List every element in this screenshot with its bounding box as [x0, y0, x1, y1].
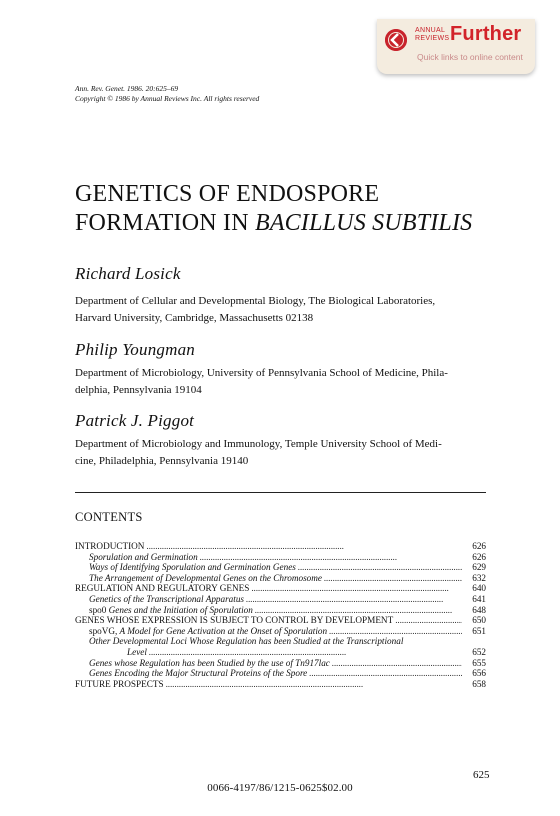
toc-entry-title: GENES WHOSE EXPRESSION IS SUBJECT TO CONTROL BY DEVELOPMENT: [75, 615, 394, 626]
toc-entry[interactable]: [75, 562, 486, 573]
toc-leader-dots: [251, 583, 462, 594]
toc-entry-page: 655: [472, 657, 486, 668]
toc-entry-title: Other Developmental Loci Whose Regulation has been Studied at the Transcriptional: [89, 636, 404, 647]
toc-entry[interactable]: [75, 615, 486, 626]
article-title-line2-prefix: FORMATION IN: [75, 210, 255, 236]
annual-reviews-further-badge[interactable]: [377, 19, 535, 74]
gene-name: spo0: [89, 604, 107, 615]
toc-entry-title: Ways of Identifying Sporulation and Germination Genes: [89, 562, 296, 573]
affiliation-line: cine, Philadelphia, Pennsylvania 19140: [75, 455, 249, 467]
toc-leader-dots: [324, 573, 462, 584]
badge-brand-line2: REVIEWS: [415, 35, 450, 42]
toc-entry-title: The Arrangement of Developmental Genes on the Chromosome: [89, 572, 322, 583]
toc-entry-title-rest: , A Model for Gene Activation at the Onset of Sporulation: [115, 625, 328, 636]
toc-leader-dots: [329, 626, 462, 637]
badge-brand: [415, 27, 449, 43]
toc-entry-title: FUTURE PROSPECTS: [75, 678, 164, 689]
toc-leader-dots: [246, 594, 462, 605]
toc-entry-page: 626: [472, 551, 486, 562]
gene-name: spoVG: [89, 625, 116, 636]
toc-leader-dots: [146, 541, 462, 552]
toc-entry-title: REGULATION AND REGULATORY GENES: [75, 583, 250, 594]
article-title-line2: [75, 209, 505, 238]
citation-journal: Ann. Rev. Genet. 1986. 20:625–69: [75, 84, 179, 93]
affiliation-line: Harvard University, Cambridge, Massachusetts 02138: [75, 312, 314, 324]
article-title-line1: GENETICS OF ENDOSPORE: [75, 181, 380, 207]
toc-leader-dots: [149, 647, 462, 658]
toc-leader-dots: [395, 615, 462, 626]
toc-entry-page: 626: [472, 541, 486, 551]
toc-entry[interactable]: [75, 605, 486, 616]
toc-leader-dots: [166, 679, 462, 690]
toc-entry[interactable]: [75, 626, 486, 637]
toc-entry[interactable]: [75, 668, 486, 679]
toc-leader-dots: [255, 605, 462, 616]
author-name: Patrick J. Piggot: [75, 411, 195, 430]
badge-title: Further: [450, 23, 522, 45]
toc-entry-title: Genetics of the Transcriptional Apparatus: [89, 593, 244, 604]
toc-entry-title: Genes Encoding the Major Structural Proteins of the Spore: [89, 668, 308, 679]
toc-entry[interactable]: [75, 552, 486, 563]
toc-entry-title: INTRODUCTION: [75, 541, 145, 551]
table-of-contents: [75, 541, 486, 689]
contents-heading: CONTENTS: [75, 510, 143, 524]
author-affiliation: [75, 436, 485, 470]
toc-leader-dots: [298, 562, 462, 573]
toc-leader-dots: [309, 668, 462, 679]
toc-entry-title: [89, 605, 253, 616]
section-divider: [75, 492, 486, 493]
toc-entry-page: 632: [472, 572, 486, 583]
toc-entry-page: 650: [472, 615, 486, 626]
toc-entry-title: [89, 626, 327, 637]
badge-brand-line1: ANNUAL: [415, 27, 446, 34]
toc-entry-title: Sporulation and Germination: [89, 551, 198, 562]
author-affiliation: [75, 365, 485, 399]
badge-subtitle: Quick links to online content: [417, 52, 523, 62]
toc-entry-title: Genes whose Regulation has been Studied by the use of Tn917lac: [89, 657, 330, 668]
author-name: Philip Youngman: [75, 340, 195, 359]
affiliation-line: Department of Cellular and Developmental Biology, The Biological Laboratories,: [75, 295, 436, 307]
toc-entry-page: 651: [472, 625, 486, 636]
article-title: [75, 180, 505, 238]
toc-entry[interactable]: [75, 573, 486, 584]
toc-entry-page: 640: [472, 583, 486, 594]
toc-leader-dots: [332, 658, 462, 669]
citation: [75, 84, 259, 104]
page-number: 625: [473, 769, 490, 781]
toc-entry-page: 652: [472, 646, 486, 657]
author-affiliation: [75, 293, 485, 327]
toc-entry-continuation[interactable]: [75, 647, 486, 658]
toc-entry[interactable]: [75, 541, 486, 552]
toc-entry[interactable]: [75, 583, 486, 594]
toc-entry[interactable]: [75, 636, 486, 647]
toc-leader-dots: [200, 552, 462, 563]
toc-entry-title: Level: [127, 646, 147, 657]
affiliation-line: Department of Microbiology and Immunology, Temple University School of Medi-: [75, 438, 442, 450]
footer-code: 0066-4197/86/1215-0625$02.00: [207, 782, 353, 794]
toc-entry[interactable]: [75, 679, 486, 690]
toc-entry-title-rest: Genes and the Initiation of Sporulation: [106, 604, 253, 615]
toc-entry-page: 629: [472, 562, 486, 573]
toc-entry-page: 648: [472, 604, 486, 615]
toc-entry[interactable]: [75, 658, 486, 669]
toc-entry[interactable]: [75, 594, 486, 605]
affiliation-line: Department of Microbiology, University of Pennsylvania School of Medicine, Phila-: [75, 367, 448, 379]
article-title-organism: BACILLUS SUBTILIS: [254, 210, 473, 236]
toc-entry-page: 641: [472, 593, 486, 604]
affiliation-line: delphia, Pennsylvania 19104: [75, 384, 202, 396]
citation-copyright: Copyright © 1986 by Annual Reviews Inc. All rights reserved: [75, 94, 260, 103]
annual-reviews-logo-icon: [385, 29, 407, 51]
toc-entry-page: 656: [472, 668, 486, 679]
author-name: Richard Losick: [75, 264, 181, 283]
toc-entry-page: 658: [472, 678, 486, 689]
